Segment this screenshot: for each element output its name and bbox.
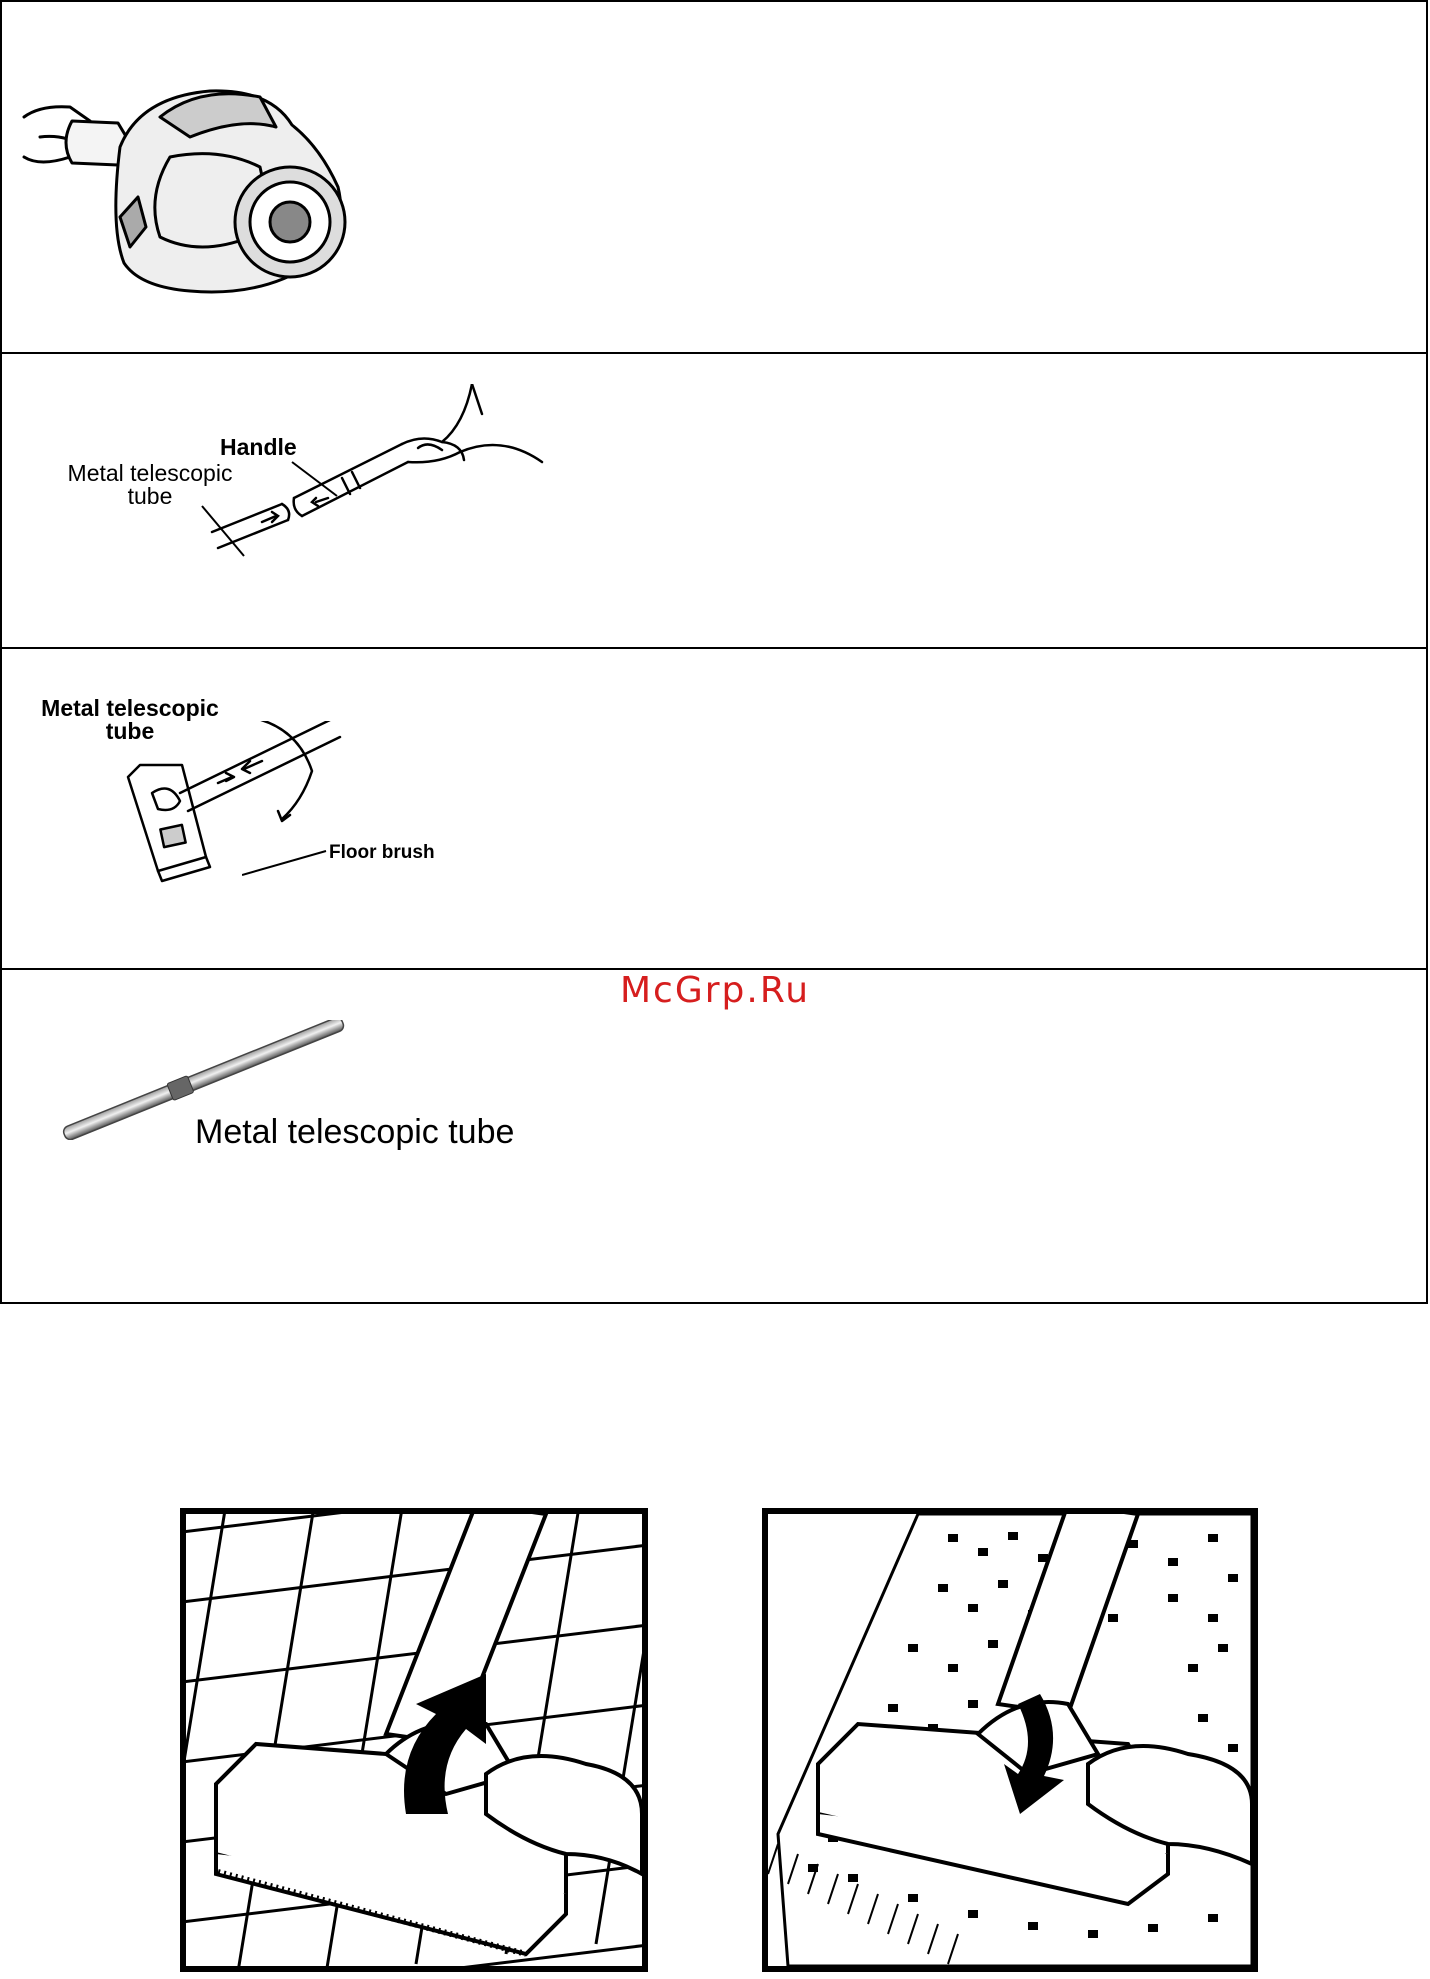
carpet-panel [762, 1508, 1258, 1972]
tube-label: Metal telescopic tube [41, 695, 219, 744]
watermark: McGrp.Ru [620, 970, 811, 1011]
carpet-illustration [768, 1514, 1252, 1966]
step-row-1 [2, 2, 1426, 352]
step-row-3 [2, 647, 1426, 968]
vacuum-cleaner-illustration [20, 77, 360, 317]
brush-leader-line [242, 847, 332, 877]
step-row-2 [2, 352, 1426, 647]
hard-floor-illustration [186, 1514, 642, 1966]
tube-label: Metal telescopic tube [195, 1113, 515, 1151]
tube-label: Metal telescopic tube [67, 460, 233, 509]
step-row-4 [2, 968, 1426, 1304]
floor-brush-label: Floor brush [329, 842, 435, 863]
hard-floor-panel [180, 1508, 648, 1972]
handle-label: Handle [220, 434, 297, 460]
